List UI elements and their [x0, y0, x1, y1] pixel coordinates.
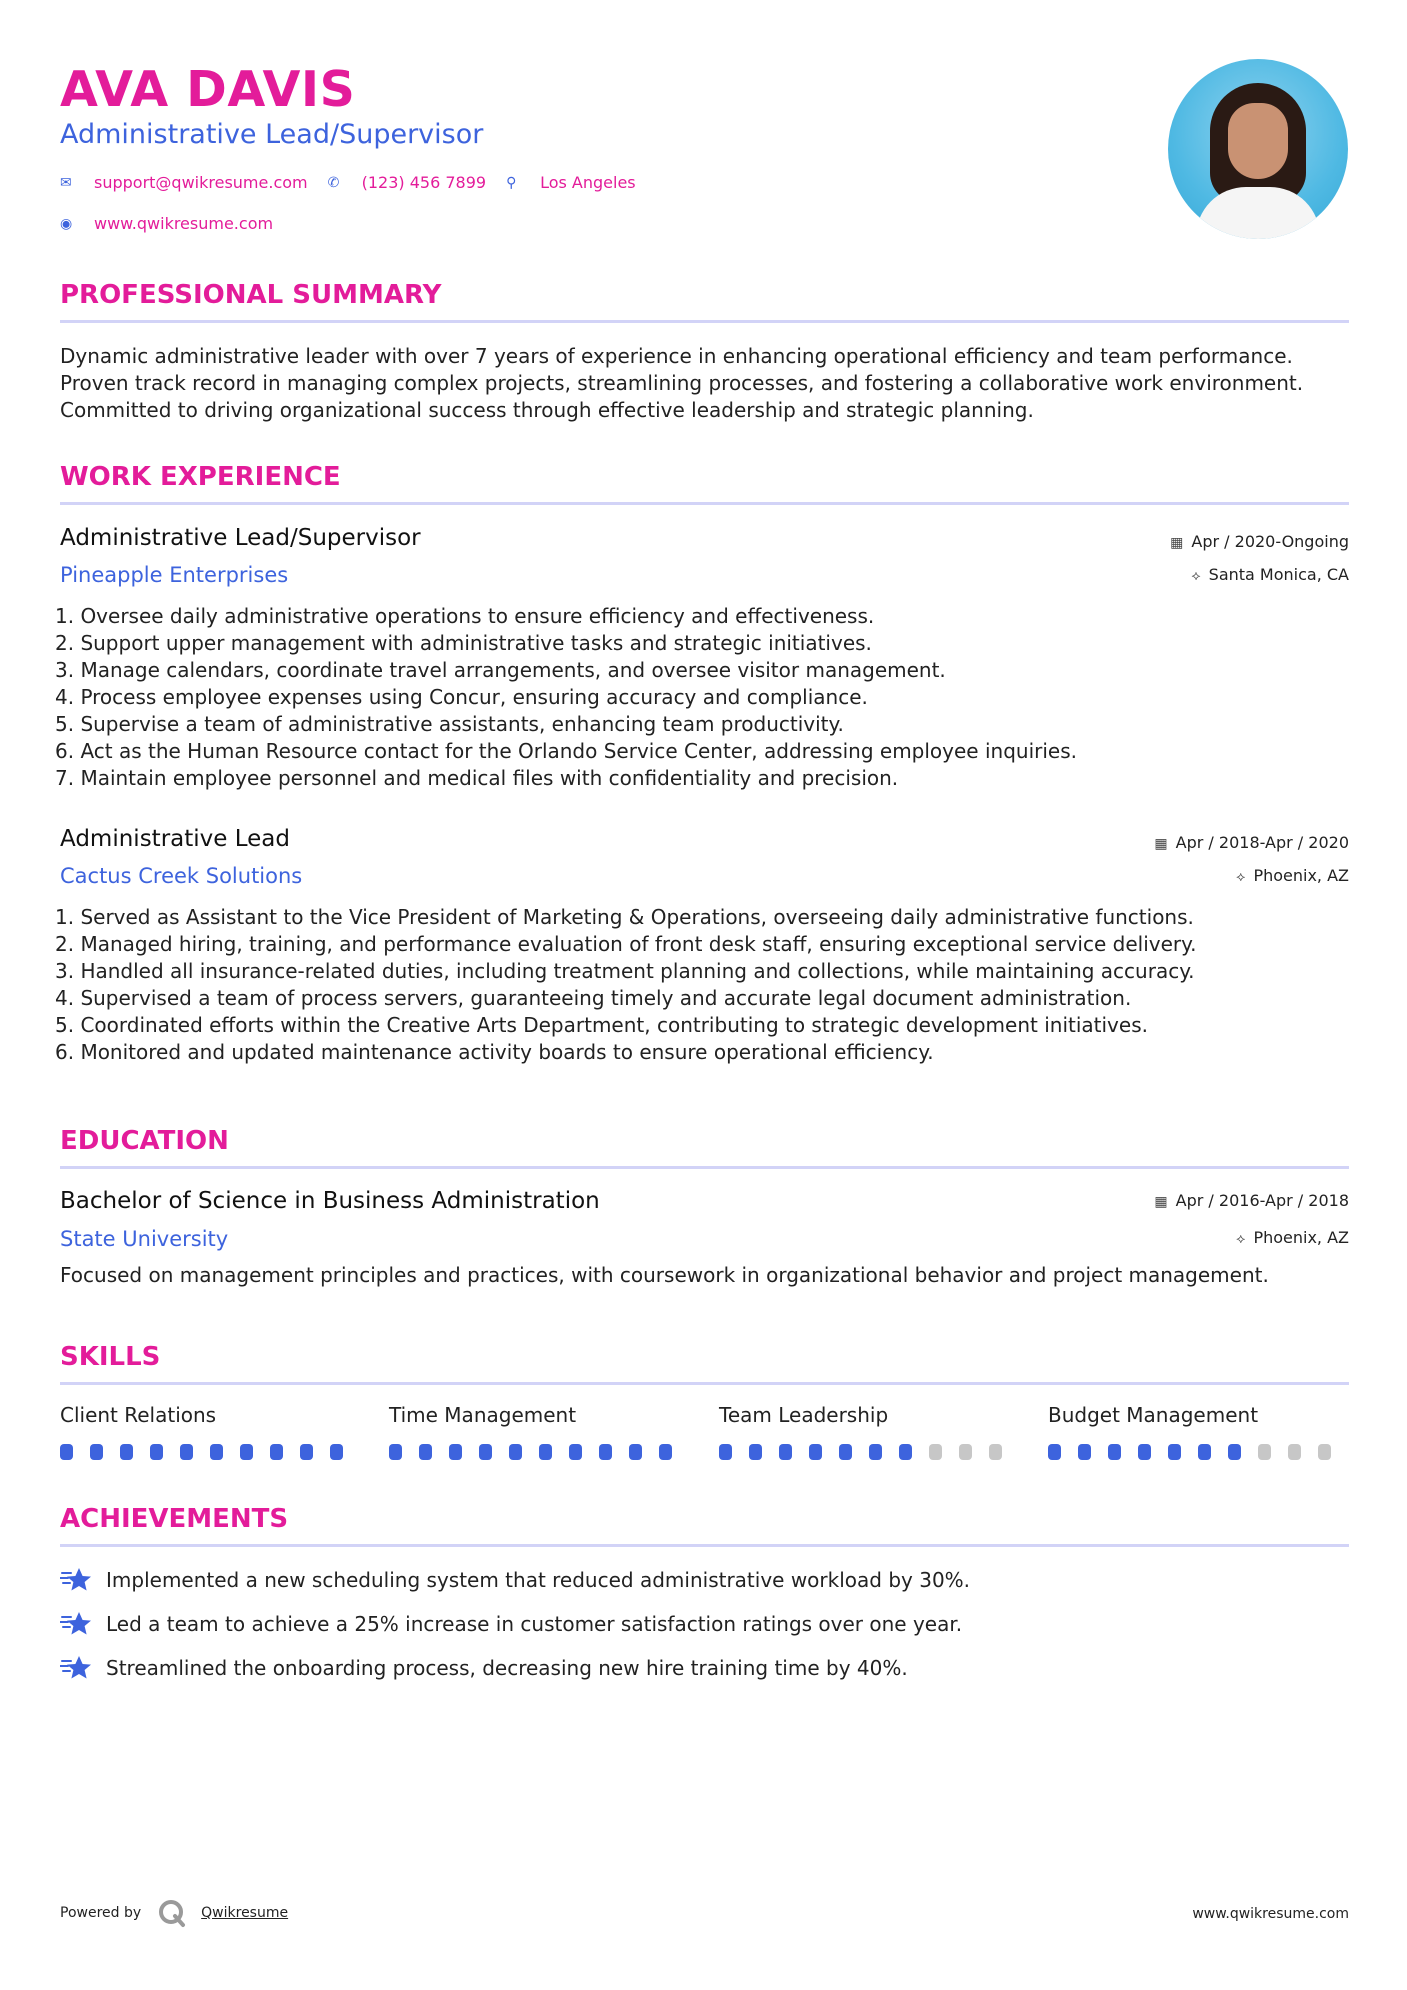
skill-dot-filled	[90, 1444, 103, 1460]
website-link[interactable]: www.qwikresume.com	[94, 214, 274, 233]
skill-dot-filled	[629, 1444, 642, 1460]
skills-heading: SKILLS	[60, 1342, 161, 1372]
education-description: Focused on management principles and practices, with coursework in organizational behavior and project management.	[60, 1263, 1269, 1287]
education-dates	[1154, 1190, 1349, 1213]
skill-dot-filled	[1228, 1444, 1241, 1460]
pushpin-icon: ⟡	[1236, 1231, 1246, 1247]
skill-dot-empty	[989, 1444, 1002, 1460]
list-item: 2. Managed hiring, training, and performance evaluation of front desk staff, ensuring exceptional service delivery.	[55, 932, 1197, 956]
job-location-text: Santa Monica, CA	[1208, 565, 1349, 584]
skill-dot-filled	[659, 1444, 672, 1460]
list-item: 3. Handled all insurance-related duties, including treatment planning and collections, while maintaining accuracy.	[55, 959, 1195, 983]
job-location	[1236, 865, 1349, 888]
skill-dot-filled	[479, 1444, 492, 1460]
summary-divider	[60, 320, 1349, 323]
job-location	[1191, 564, 1349, 587]
skill-dot-filled	[419, 1444, 432, 1460]
skill-name: Client Relations	[60, 1403, 217, 1427]
list-item: 5. Coordinated efforts within the Creative Arts Department, contributing to strategic development initiatives.	[55, 1013, 1148, 1037]
job-company: Pineapple Enterprises	[60, 563, 289, 587]
phone-link[interactable]: (123) 456 7899	[361, 173, 487, 192]
list-item: 6. Act as the Human Resource contact for the Orlando Service Center, addressing employee inquiries.	[55, 739, 1077, 763]
job-bullets	[55, 904, 1355, 1066]
star-award-icon	[60, 1654, 92, 1682]
footer-website-link[interactable]: www.qwikresume.com	[1192, 1906, 1349, 1922]
skill-dot-filled	[509, 1444, 522, 1460]
pushpin-icon: ⟡	[1191, 568, 1201, 584]
skill-dot-filled	[1168, 1444, 1181, 1460]
skill-dot-empty	[929, 1444, 942, 1460]
job-location-text: Phoenix, AZ	[1253, 866, 1349, 885]
skill-dot-filled	[210, 1444, 223, 1460]
skill-dot-filled	[599, 1444, 612, 1460]
education-location-text: Phoenix, AZ	[1253, 1228, 1349, 1247]
star-award-icon	[60, 1566, 92, 1594]
skill-dot-filled	[869, 1444, 882, 1460]
envelope-icon: ✉	[60, 174, 72, 191]
skill-dot-filled	[719, 1444, 732, 1460]
website-row	[60, 214, 273, 233]
skill-dot-filled	[60, 1444, 73, 1460]
skill-dot-empty	[959, 1444, 972, 1460]
calendar-icon: ▦	[1170, 535, 1184, 551]
job-bullets	[55, 603, 1355, 792]
skill-dot-filled	[1048, 1444, 1061, 1460]
calendar-icon: ▦	[1154, 1194, 1168, 1210]
job-dates	[1170, 531, 1349, 554]
skill-dot-filled	[779, 1444, 792, 1460]
degree-title: Bachelor of Science in Business Administration	[60, 1188, 600, 1214]
skill-rating	[60, 1444, 360, 1460]
skill-rating	[389, 1444, 689, 1460]
skill-dot-filled	[899, 1444, 912, 1460]
skill-dot-empty	[1258, 1444, 1271, 1460]
achievement-item	[60, 1610, 962, 1638]
skill-dot-filled	[1138, 1444, 1151, 1460]
skill-name: Time Management	[389, 1403, 577, 1427]
list-item: 7. Maintain employee personnel and medical files with confidentiality and precision.	[55, 766, 899, 790]
skill-dot-filled	[330, 1444, 343, 1460]
achievements-divider	[60, 1544, 1349, 1547]
skill-name: Team Leadership	[719, 1403, 889, 1427]
skill-item	[1048, 1402, 1348, 1460]
skill-dot-filled	[539, 1444, 552, 1460]
map-pin-icon: ⚲	[506, 174, 517, 191]
powered-by-label: Powered by	[60, 1905, 142, 1921]
summary-heading: PROFESSIONAL SUMMARY	[60, 280, 442, 310]
list-item: 3. Manage calendars, coordinate travel arrangements, and oversee visitor management.	[55, 658, 946, 682]
job-company: Cactus Creek Solutions	[60, 864, 303, 888]
skill-item	[389, 1402, 689, 1460]
profile-photo	[1168, 59, 1348, 239]
email-link[interactable]: support@qwikresume.com	[94, 173, 308, 192]
achievement-item	[60, 1566, 970, 1594]
skill-dot-filled	[839, 1444, 852, 1460]
skill-dot-filled	[389, 1444, 402, 1460]
skill-rating	[1048, 1444, 1348, 1460]
skill-dot-filled	[749, 1444, 762, 1460]
job-dates	[1154, 832, 1349, 855]
skill-item	[719, 1402, 1019, 1460]
skill-dot-filled	[180, 1444, 193, 1460]
candidate-role: Administrative Lead/Supervisor	[60, 119, 484, 150]
education-divider	[60, 1166, 1349, 1169]
skill-dot-empty	[1318, 1444, 1331, 1460]
skill-item	[60, 1402, 360, 1460]
skill-dot-filled	[1108, 1444, 1121, 1460]
list-item: 2. Support upper management with administrative tasks and strategic initiatives.	[55, 631, 872, 655]
skill-dot-filled	[150, 1444, 163, 1460]
list-item: 1. Oversee daily administrative operations to ensure efficiency and effectiveness.	[55, 604, 875, 628]
skill-dot-filled	[1198, 1444, 1211, 1460]
list-item: 4. Supervised a team of process servers, guaranteeing timely and accurate legal document administration.	[55, 986, 1132, 1010]
education-heading: EDUCATION	[60, 1126, 229, 1156]
contact-row	[60, 173, 636, 192]
achievement-text: Led a team to achieve a 25% increase in customer satisfaction ratings over one year.	[106, 1611, 963, 1636]
job-dates-text: Apr / 2020-Ongoing	[1191, 532, 1349, 551]
achievement-item	[60, 1654, 908, 1682]
list-item: 5. Supervise a team of administrative assistants, enhancing team productivity.	[55, 712, 844, 736]
achievements-heading: ACHIEVEMENTS	[60, 1504, 289, 1534]
experience-heading: WORK EXPERIENCE	[60, 462, 341, 492]
skill-dot-filled	[120, 1444, 133, 1460]
education-location	[1236, 1227, 1349, 1250]
skill-dot-filled	[300, 1444, 313, 1460]
candidate-name: AVA DAVIS	[60, 61, 356, 118]
job-dates-text: Apr / 2018-Apr / 2020	[1175, 833, 1349, 852]
education-dates-text: Apr / 2016-Apr / 2018	[1175, 1191, 1349, 1210]
experience-divider	[60, 502, 1349, 505]
phone-icon: ✆	[327, 174, 340, 191]
qwikresume-logo-icon	[157, 1898, 187, 1928]
skill-dot-filled	[240, 1444, 253, 1460]
skill-dot-filled	[809, 1444, 822, 1460]
skill-dot-empty	[1288, 1444, 1301, 1460]
skill-dot-filled	[449, 1444, 462, 1460]
list-item: 4. Process employee expenses using Concur, ensuring accuracy and compliance.	[55, 685, 868, 709]
qwikresume-link[interactable]: Qwikresume	[201, 1905, 289, 1921]
school-name: State University	[60, 1227, 229, 1251]
list-item: 1. Served as Assistant to the Vice President of Marketing & Operations, overseeing daily administrative functions.	[55, 905, 1194, 929]
skills-divider	[60, 1382, 1349, 1385]
achievement-text: Implemented a new scheduling system that reduced administrative workload by 30%.	[106, 1567, 971, 1592]
globe-icon: ◉	[60, 215, 73, 232]
location-text: Los Angeles	[540, 173, 636, 192]
job-title: Administrative Lead/Supervisor	[60, 525, 421, 551]
skill-dot-filled	[569, 1444, 582, 1460]
pushpin-icon: ⟡	[1236, 869, 1246, 885]
skill-dot-filled	[1078, 1444, 1091, 1460]
footer-powered-by	[60, 1898, 288, 1928]
skill-dot-filled	[270, 1444, 283, 1460]
summary-text: Dynamic administrative leader with over 7 years of experience in enhancing operational efficiency and team performance. Proven track record in managing complex projects, streamlining processes, and fostering a collaborative work environment. Committed to driving organizational success through effective leadership and strategic planning.	[60, 344, 1304, 422]
skill-name: Budget Management	[1048, 1403, 1259, 1427]
list-item: 6. Monitored and updated maintenance activity boards to ensure operational efficiency.	[55, 1040, 934, 1064]
calendar-icon: ▦	[1154, 836, 1168, 852]
star-award-icon	[60, 1610, 92, 1638]
job-title: Administrative Lead	[60, 826, 290, 852]
skill-rating	[719, 1444, 1019, 1460]
achievement-text: Streamlined the onboarding process, decreasing new hire training time by 40%.	[106, 1655, 908, 1680]
